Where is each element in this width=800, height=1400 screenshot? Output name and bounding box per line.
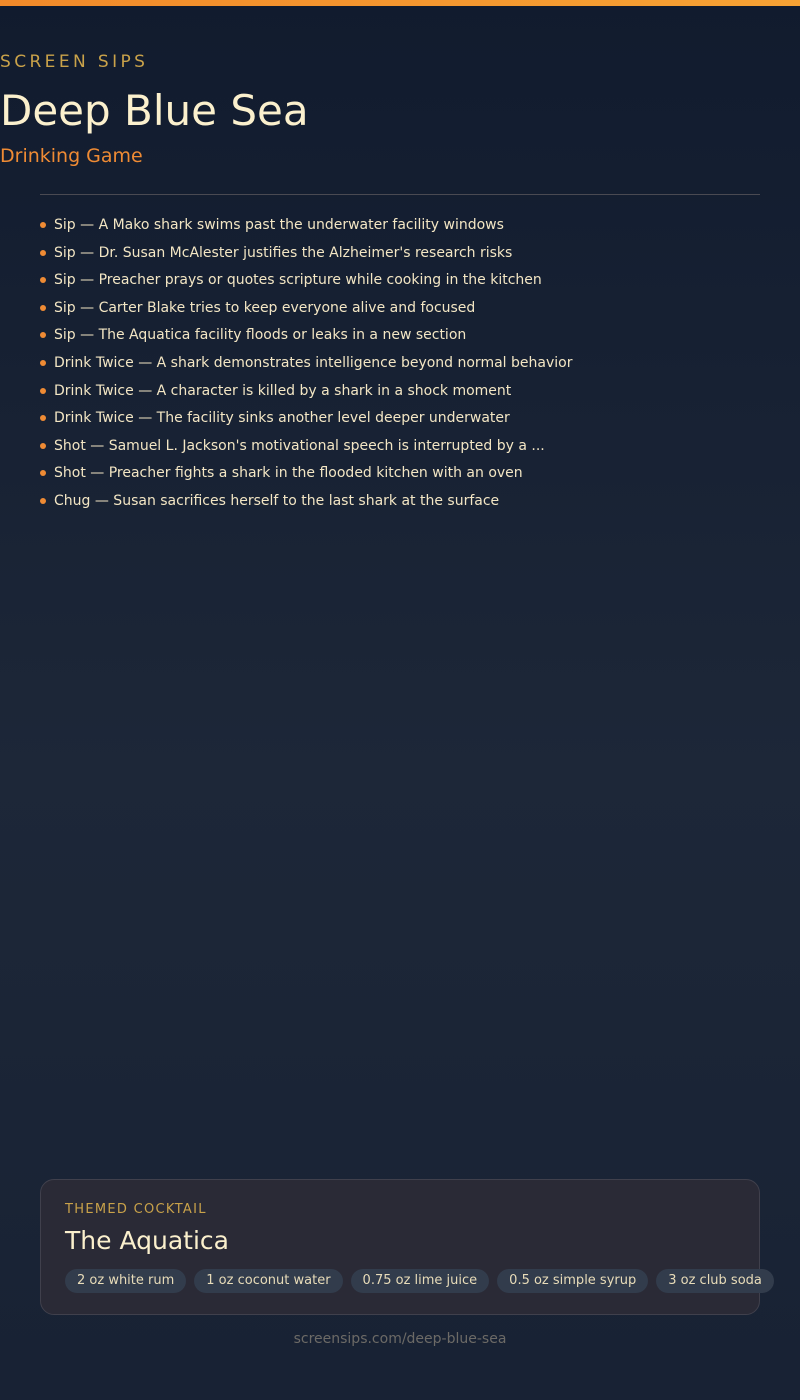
bullet-icon — [40, 498, 46, 504]
cocktail-name: The Aquatica — [65, 1226, 229, 1255]
ingredient-chip: 2 oz white rum — [65, 1269, 186, 1293]
page-subtitle: Drinking Game — [0, 145, 143, 167]
rule-item — [40, 295, 760, 323]
bullet-icon — [40, 470, 46, 476]
rule-item — [40, 267, 760, 295]
bullet-icon — [40, 332, 46, 338]
rule-text: Sip — The Aquatica facility floods or leaks in a new section — [54, 327, 467, 344]
rule-item — [40, 488, 760, 516]
ingredient-list — [65, 1269, 774, 1293]
rule-text: Shot — Samuel L. Jackson's motivational speech is interrupted by a ... — [54, 437, 545, 454]
ingredient-chip: 0.5 oz simple syrup — [497, 1269, 648, 1293]
rule-text: Sip — Carter Blake tries to keep everyone alive and focused — [54, 299, 476, 316]
page-title: Deep Blue Sea — [0, 86, 309, 135]
bullet-icon — [40, 305, 46, 311]
rule-text: Drink Twice — A character is killed by a shark in a shock moment — [54, 382, 512, 399]
rules-list — [40, 212, 760, 516]
footer-url[interactable]: screensips.com/deep-blue-sea — [293, 1331, 507, 1347]
top-accent-bar — [0, 0, 800, 6]
rule-item — [40, 350, 760, 378]
rule-item — [40, 405, 760, 433]
rule-text: Drink Twice — A shark demonstrates intelligence beyond normal behavior — [54, 354, 573, 371]
ingredient-chip: 0.75 oz lime juice — [351, 1269, 490, 1293]
bullet-icon — [40, 277, 46, 283]
bullet-icon — [40, 388, 46, 394]
bullet-icon — [40, 222, 46, 228]
header-divider — [40, 194, 760, 195]
rule-item — [40, 240, 760, 268]
ingredient-chip: 1 oz coconut water — [194, 1269, 342, 1293]
rule-text: Shot — Preacher fights a shark in the flooded kitchen with an oven — [54, 465, 523, 482]
bullet-icon — [40, 250, 46, 256]
rule-text: Drink Twice — The facility sinks another level deeper underwater — [54, 410, 510, 427]
rule-item — [40, 212, 760, 240]
bullet-icon — [40, 360, 46, 366]
brand-label: SCREEN SIPS — [0, 52, 149, 72]
ingredient-chip: 3 oz club soda — [656, 1269, 774, 1293]
rule-text: Sip — Preacher prays or quotes scripture while cooking in the kitchen — [54, 272, 542, 289]
rule-item — [40, 460, 760, 488]
rule-item — [40, 378, 760, 406]
rule-text: Sip — Dr. Susan McAlester justifies the Alzheimer's research risks — [54, 244, 513, 261]
bullet-icon — [40, 415, 46, 421]
rule-text: Chug — Susan sacrifices herself to the last shark at the surface — [54, 492, 500, 509]
rule-item — [40, 433, 760, 461]
rule-item — [40, 322, 760, 350]
rule-text: Sip — A Mako shark swims past the underwater facility windows — [54, 217, 504, 233]
cocktail-card — [40, 1179, 760, 1315]
cocktail-label: THEMED COCKTAIL — [65, 1202, 207, 1217]
bullet-icon — [40, 443, 46, 449]
